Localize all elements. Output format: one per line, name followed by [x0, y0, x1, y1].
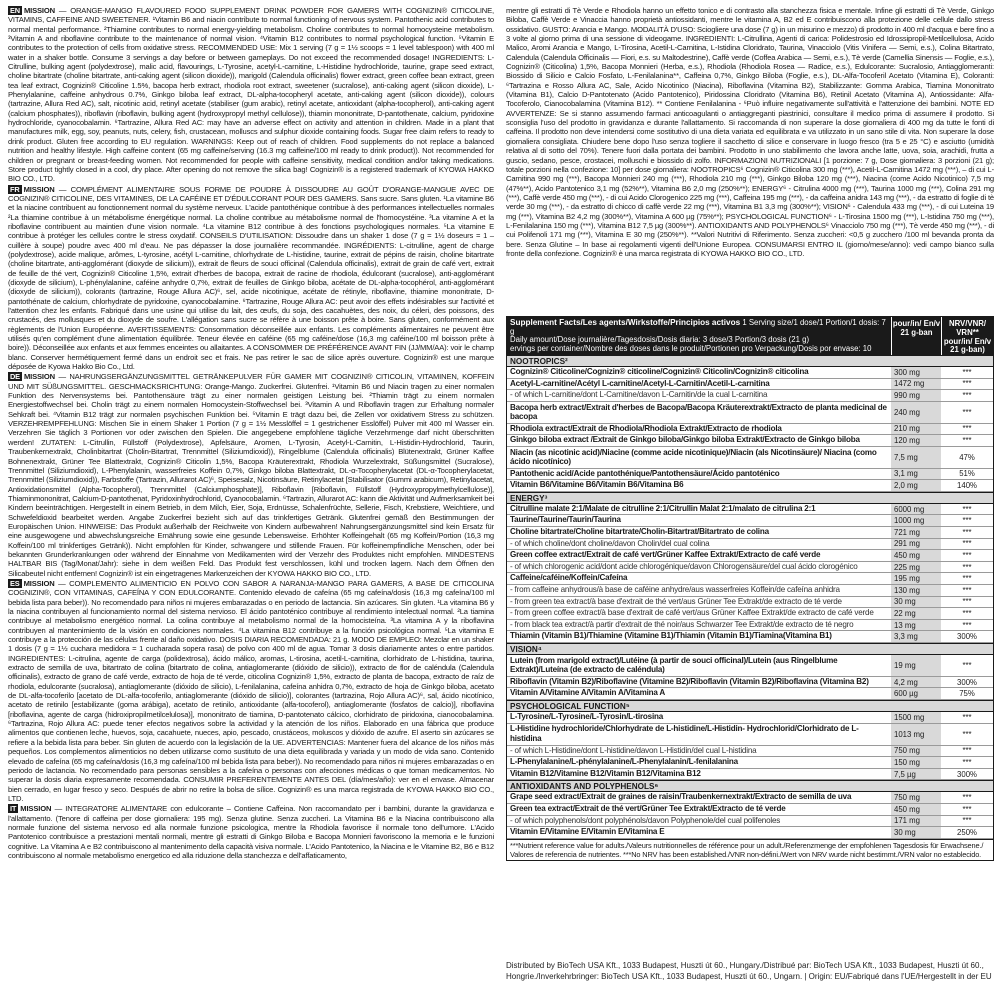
facts-row-label: - of which choline/dont choline/davon Cholin/del cual colina [510, 538, 710, 548]
lang-text: — ORANGE-MANGO FLAVOURED FOOD SUPPLEMENT DRINK POWDER FOR GAMERS WITH COGNIZIN® CITICOLINE, VITAMINS, CAFFEINE AND SWEETENER. ¹Vitamin B6 and niacin contribute to normal functioning of nervous system. Pantothenic acid contributes to normal mental performance. ²Thiamine contributes to normal energy-yielding metabolism. Choline contributes to normal homocysteine metabolism. ³Vitamin A and riboflavine contribute to the maintenance of normal vision. ⁴Vitamin B12 contributes to normal psychological function. ⁵Vitamin E contributes to the protection of cells from oxidative stress. RECOMMENDED USE: Mix 1 serving (7 g = 1½ scoops = 1 level tablespoon) with 400 ml water in a shaker bottle. Consume 3 servings a day before or between gameplays. Do not exceed the recommended dosage! INGREDIENTS: L-Citrulline, bulking agent (polydextrose), malic acid, flavourings, L-Tyrosine, acetyl-L-carnitine, L-Histidine hydrochloride, taurine, grape seed extract, choline bitartrate (choline bitartrate, anti-caking agent (silicon dioxide)), marigold (Calendula officinalis) flower extract, green coffee bean extract, green tea leaf extract, Cognizin® Citicoline 1.5%, bacopa herb extract, rhodiola root extract, sweetener (sucralose), anti-caking agent (silicon dioxide), L-Phenylalanine, caffeine anhydrous 0.7%, Ginkgo biloba leaf extract, DL-alpha-tocopheryl acetate, anti-caking agent (silicon dioxide)), colours (tartrazine, Allura Red AC), salt, nicotinic acid, retinyl acetate (stabiliser (gum arabic), retinyl acetate, antioxidant (alpha-tocopherol), anti-caking agent (calcium phosphates)), riboflavin (riboflavin, bulking agent (hydroxypropyl methyl cellulose)), thiamin mononitrate, D-pantothenate, calcium, pyridoxine hydrochloride, cyanocobalamin. ⁶Tartrazine, Allura Red AC: may have an adverse effect on activity and attention in children. Made in a plant that manufactures milk, egg, soy, peanuts, nuts, celery, fish, crustacean, molluscs and sulphur dioxide containing foods. Sugar free claim refers to ready to drink product. Gluten free according to EU regulation. WARNINGS: Keep out of reach of children. Food supplements do not replace a balanced nutrition and healthy lifestyle. High caffeine content (65 mg caffeine/serving (16.3 mg caffeine/100 ml ready to drink product)). Not recommended for children or pregnant or breast-feeding women. Not recommended for people with caffeine sensitivity, medical condition and/or taking medications. Store product tightly closed in a cool, dry place. After opening do not remove the silica bag! Cognizin® is a registered trademark of KYOWA HAKKO BIO CO., LTD. [8, 6, 494, 184]
facts-row-nrv: *** [962, 758, 972, 768]
facts-row [507, 688, 993, 700]
lang-heading: MISSION [20, 804, 52, 814]
facts-row-nrv: *** [962, 367, 972, 377]
facts-row [507, 504, 993, 516]
facts-row-label: Grape seed extract/Extrait de graines de raisin/Traubenkernextrakt/Extracto de semilla de uva [510, 792, 852, 802]
supplement-facts-table [506, 316, 994, 861]
lang-tag: FR [10, 184, 20, 194]
facts-row-amount: 600 µg [891, 688, 941, 699]
lang-heading: MISSION [23, 578, 55, 588]
facts-row [507, 367, 993, 379]
facts-row-amount: 300 mg [891, 367, 941, 378]
facts-row-nrv: *** [962, 562, 972, 572]
facts-row-amount: 171 mg [891, 816, 941, 827]
lang-tag: ES [10, 578, 20, 588]
facts-row-amount: 22 mg [891, 608, 941, 619]
facts-row-amount: 7,5 mg [891, 447, 941, 468]
facts-row [507, 827, 993, 839]
facts-row-amount: 4,2 mg [891, 677, 941, 688]
facts-row-nrv: *** [962, 504, 972, 514]
facts-row-amount: 721 mg [891, 527, 941, 538]
facts-row-label: Niacin (as nicotinic acid)/Niacine (comme acide nicotinique)/Niacin (als Nicotinsäure)/ Niacina (como ácido nicotínico) [510, 447, 877, 467]
facts-row-label: Choline bitartrate/Choline bitartrate/Cholin-Bitartrat/Bitartrato de colina [510, 526, 769, 536]
facts-row-nrv: *** [962, 608, 972, 618]
facts-row-nrv: *** [962, 407, 972, 417]
facts-row-nrv: *** [962, 435, 972, 445]
facts-row [507, 746, 993, 758]
facts-row-amount: 450 mg [891, 550, 941, 561]
facts-row-label: Taurine/Taurine/Taurin/Taurina [510, 515, 621, 525]
facts-row-label: - of which polyphenols/dont polyphénols/davon Polyphenole/del cual polifenoles [510, 815, 781, 825]
facts-row [507, 550, 993, 562]
facts-row-amount: 30 mg [891, 827, 941, 838]
facts-row-nrv: 250% [957, 828, 977, 838]
lang-heading: MISSION [23, 184, 55, 194]
facts-row-nrv: 47% [959, 452, 975, 462]
facts-row-label: - from black tea extract/à partir d'extrait de thé noir/aus Schwarzer Tee Extrakt/de extracto de té negro [510, 619, 854, 629]
facts-header [507, 317, 993, 355]
facts-col-nrv-header: NRV/VNR/ VRN** pour/in/ En/v 21 g-ban) [941, 317, 993, 355]
lang-tag: DE [10, 372, 20, 382]
facts-row-label: - of which L-Histidine/dont L-histidine/davon L-Histidin/del cual L-histidina [510, 745, 757, 755]
facts-row-amount: 7,5 µg [891, 769, 941, 780]
facts-row-amount: 2,0 mg [891, 480, 941, 491]
facts-row-amount: 210 mg [891, 424, 941, 435]
lang-block-de [8, 372, 494, 578]
facts-section-header: ANTIOXIDANTS AND POLYPHENOLS⁶ [507, 780, 993, 792]
facts-row-label: Acetyl-L-carnitine/Acétyl L-carnitine/Acetyl-L-Carnitin/Acetil-L-carnitina [510, 378, 770, 388]
facts-title-bold: Supplement Facts/Les agents/Wirkstoffe/Principios activos [510, 318, 741, 327]
facts-row [507, 769, 993, 781]
facts-row-label: Caffeine/caféine/Koffein/Cafeína [510, 573, 628, 583]
facts-row-amount: 19 mg [891, 655, 941, 676]
facts-row-label: Vitamin B6/Vitamine B6/Vitamin B6/Vitamina B6 [510, 480, 684, 490]
facts-row-amount: 13 mg [891, 620, 941, 631]
facts-row-label: Citrulline malate 2:1/Malate de citrulline 2:1/Citrullin Malat 2:1/malato de citrulina 2:1 [510, 503, 816, 513]
facts-row-amount: 750 mg [891, 746, 941, 757]
facts-row-nrv: *** [962, 712, 972, 722]
facts-row-nrv: *** [962, 793, 972, 803]
facts-row [507, 573, 993, 585]
facts-row-label: - from green tea extract/à base d'extrait de thé vert/aus Grüner Tee Extrakt/de extracto de té verde [510, 596, 842, 606]
facts-row-label: - from green coffee extract/à base d'extrait de café vert/aus Grüner Kaffee Extrakt/de extracto de café verde [510, 608, 874, 618]
facts-row [507, 379, 993, 391]
left-column [8, 6, 494, 994]
facts-row-nrv: *** [962, 597, 972, 607]
facts-row-nrv: *** [962, 729, 972, 739]
facts-row [507, 792, 993, 804]
facts-row-nrv: 140% [957, 480, 977, 490]
facts-serving-size: 1 Serving size/1 dose/1 Portion/1 dosis: 7 g [510, 318, 886, 336]
facts-row-label: Vitamin E/Vitamine E/Vitamin E/Vitamina E [510, 827, 665, 837]
facts-row-label: - of which L-carnitine/dont L-Carnitine/davon L-Carnitin/de la cual L-carnitina [510, 390, 768, 400]
facts-row-amount: 1013 mg [891, 724, 941, 745]
right-column [506, 6, 994, 994]
lang-block-it [8, 804, 494, 860]
facts-row [507, 712, 993, 724]
facts-row-label: Rhodiola extract/Extrait de Rhodiola/Rhodiola Extrakt/Extracto de rhodiola [510, 423, 782, 433]
facts-row-amount: 990 mg [891, 390, 941, 401]
facts-row-nrv: *** [962, 516, 972, 526]
facts-section-header: ENERGY³ [507, 492, 993, 504]
lang-text: — INTEGRATORE ALIMENTARE con edulcorante – Contiene Caffeina. Non raccomandato per i bambini, durante la gravidanza e l'allattamento. (Tenore di caffeina per dose giornaliera: 195 mg). Senza glutine. Senza zuccheri. La Vitamina B6 e la Niacina contribuiscono alla normale funzione del sistema nervoso ed alla normale funzione psicologica, mentre la Rhodiola favorisce il normale tono dell'umore. L'Acido Pantotenico contribuisce a prestazioni mentali normali, mentre gli estratti di Ginkgo Biloba e Bacopa Monnieri favoriscono la memoria e le funzioni cognitive. La Vitamina A e B2 contribuiscono al mantenimento della capacità visiva normale. L'Acido Pantotenico, la Niacina e le Vitamine B2, B6 e B12 contribuiscono al normale metabolismo energetico ed alla riduzione della stanchezza e dell'affaticamento, [8, 804, 494, 860]
lang-tag: IT [10, 804, 17, 814]
facts-row-label: Pantothenic acid/Acide pantothénique/Pantothensäure/Ácido pantoténico [510, 468, 780, 478]
facts-row-amount: 1000 mg [891, 515, 941, 526]
facts-row-label: Cognizin® Citicoline/Cognizin® citicoline/Cognizin® Citicolin/Cognizin® citicolina [510, 367, 809, 376]
facts-row-amount: 3,3 mg [891, 631, 941, 642]
facts-row-amount: 120 mg [891, 435, 941, 446]
facts-row-nrv: *** [962, 390, 972, 400]
facts-row-label: - from caffeine anhydrous/à base de caféine anhydre/aus wasserfreies Koffein/de cafeína anhidra [510, 584, 840, 594]
facts-row-amount: 130 mg [891, 585, 941, 596]
facts-row-label: Vitamin B12/Vitamine B12/Vitamin B12/Vitamina B12 [510, 768, 701, 778]
facts-row-amount: 225 mg [891, 562, 941, 573]
facts-row-amount: 450 mg [891, 804, 941, 815]
facts-row [507, 469, 993, 481]
facts-row-nrv: *** [962, 746, 972, 756]
facts-row [507, 424, 993, 436]
facts-row-nrv: 51% [959, 469, 975, 479]
facts-row-nrv: *** [962, 379, 972, 389]
facts-row-amount: 291 mg [891, 539, 941, 550]
lang-heading: MISSION [23, 6, 55, 15]
lang-heading: MISSION [23, 372, 55, 382]
facts-row [507, 527, 993, 539]
lang-text: — COMPLEMENTO ALIMENTICIO EN POLVO CON SABOR A NARANJA-MANGO PARA GAMERS, A BASE DE CITICOLINA COGNIZIN®, CON VITAMINAS, CAFEÍNA Y CON EDULCORANTE. Contenido elevado de cafeína (65 mg cafeína/dosis (16,3 mg cafeína/100 ml bebida lista para beber)). No recomendado para niños ni mujeres embarazadas o en periodo de lactancia. Sin azúcares. Sin gluten. ¹La vitamina B6 y la niacina contribuyen al funcionamiento normal del sistema nervioso. El ácido pantoténico contribuye al rendimiento intelectual normal. ²La tiamina contribuye al metabolismo energético normal. La colina contribuye al metabolismo normal de la homocisteína. ³La vitamina A y la riboflavina contribuyen al mantenimiento de la visión en condiciones normales. ⁴La vitamina B12 contribuye a la función psicológica normal. ⁵La vitamina E contribuye a la protección de las células frente al daño oxidativo. DOSIS DIARIA RECOMENDADA: 21 g. MODO DE EMPLEO: Mezclar en un shaker 1 dosis (7 g = 1½ cuchara medidora = 1 cucharada sopera rasa) de polvo con 400 ml de agua. Tomar 3 dosis diariamente antes o entre partidos. INGREDIENTES: L-citrulina, agente de carga (polidextrosa), ácido málico, aromas, L-tirosina, acetil-L-carnitina, clorhidrato de L-histidina, taurina, extracto de semilla de uva, bitartrato de colina (bitartrato de colina, antiaglomerante (dióxido de silicio)), extracto de flor de caléndula (Calendula officinalis), extracto de grano de café verde, extracto de hoja de té verde, citicolina Cognizin® 1,5%, extracto de planta de bacopa, extracto de raíz de rhodiola, edulcorante (sucralosa), antiaglomerante (dióxido de silicio), L-fenilalanina, cafeína anhidra 0,7%, extracto de hoja de Ginkgo biloba, acetato de DL-alfa-tocoferilo [acetato de DL-alfa-tocoferilo, antiaglomerante (dióxido de silicio)], colorantes (tartrazina, Rojo Allura AC)⁶, sal, ácido nicotínico, acetato de retinilo [estabilizante (goma arábiga), acetato de retinilo, antioxidante (alfa-tocoferol), antiaglomerante (fosfatos de calcio)], riboflavina [riboflavina, agente de carga (hidroxipropilmetilcelulosa)], mononitrato de tiamina, D-pantotenato cálcico, clorhidrato de piridoxina, cianocobalamina. ⁶Tartrazina, Rojo Allura AC: puede tener efectos negativos sobre la actividad y la atención de los niños. Elaborado en una fábrica que produce alimentos que contienen leche, huevos, soja, cacahuete, nueces, apio, pescado, crustáceos, moluscos y dióxido de azufre. El aserto sin azúcares se refiere a la bebida lista para beber. Sin gluten de acuerdo con la legislación de la UE. ADVERTENCIAS: Mantener fuera del alcance de los niños más pequeños. Los complementos alimenticios no deben utilizarse como sustituto de una dieta equilibrada y variada y un modo de vida sano. Contenido elevado de cafeína (65 mg cafeína/dosis (16,3 mg cafeína/100 ml bebida lista para beber)). No recomendado para niños ni mujeres embarazadas o en periodo de lactancia. No recomendado para personas sensibles a la cafeína o personas con afecciones médicas o que toman medicamentos. No superar la dosis diaria expresamente recomendada. CONSUMIR PREFERENTEMENTE ANTES DEL (día/mes/año): ver en el envase. Almacenar bien cerrado, en lugar fresco y seco. Después de abrir no retire la bolsa de sílice. Cognizin® es una marca registrada de KYOWA HAKKO BIO CO., LTD. [8, 578, 494, 803]
facts-row-nrv: 300% [957, 769, 977, 779]
facts-section-header: NOOTROPICS² [507, 355, 993, 367]
lang-block-en [8, 6, 494, 184]
facts-row-amount: 1500 mg [891, 712, 941, 723]
facts-row [507, 608, 993, 620]
facts-row-nrv: *** [962, 660, 972, 670]
facts-row-nrv: 300% [957, 677, 977, 687]
facts-row [507, 402, 993, 424]
facts-row-amount: 6000 mg [891, 504, 941, 515]
lang-text: — COMPLÉMENT ALIMENTAIRE SOUS FORME DE POUDRE À DISSOUDRE AU GOÛT D'ORANGE-MANGUE AVEC DE COGNIZIN® CITICOLINE, DES VITAMINES, DE LA CAFÉINE ET D'ÉDULCORANT POUR DES GAMERS. Sans sucre. Sans gluten. ¹La vitamine B6 et la niacine contribuent au fonctionnement normal du système nerveux. L'acide pantothénique contribue à des performances intellectuelles normales ²La thiamine contribue à un métabolisme énergétique normal. La choline contribue au métabolisme normal de l'homocystéine. ³La vitamine A et la riboflavine contribuent au maintien d'une vision normale. ⁴La vitamine B12 contribue à des fonctions psychologiques normales. ⁵La vitamine E contribue à protéger les cellules contre le stress oxydatif. CONSEILS D'UTILISATION: Dissoudre dans un shaker 1 dose (7 g = 1½ doseurs = 1 – cuillère à soupe) poudre avec 400 ml d'eau. Ne pas dépasser la dose journalière recommandée. INGRÉDIENTS: L-citrulline, agent de charge (polydextrose), acide malique, arômes, L-tyrosine, acétyl L-carnitine, chlorhydrate de L-histidine, taurine, extrait de pépins de raisin, choline bitartrate (choline bitartrate, anti-agglomérant (dioxyde de silicium)), extrait de fleurs de souci officinal (Calendula officinalis), extrait de grain de café vert, extrait de feuille de thé vert, Cognizin® Citicoline 1,5%, extrait d'herbes de bacopa, extrait de racine de rhodiola, édulcorant (sucralose), anti-agglomérant (dioxyde de silicium), L-phénylalanine, caféine anhydre 0,7%, extrait de feuilles de Ginkgo biloba, acétate de DL-alpha-tocophérol, anti-agglomérant (dioxyde de silicium)), colorants (tartrazine, Rouge Allura AC)⁶, sel, acide nicotinique, acétate de rétinyle, riboflavine, thiamine mononitrate, D-pantothénate de calcium, chlorhydrate de pyridoxine, cyanocobalamine. ⁶Tartrazine, Rouge Allura AC: peut avoir des effets indésirables sur l'activité et l'attention chez les enfants. Fabriqué dans une usine qui utilise du lait, des œufs, du soja, des cacahuètes, des noix, du céleri, des poissons, des crustacés, des mollusques et du dioxyde de soufre. L'allégation sans sucre se réfère à une boisson prête à boire. Sans gluten, conformément aux règlements de l'Union Européenne. AVERTISSEMENTS: Consommation déconseillée aux enfants. Les compléments alimentaires ne peuvent être utilisés qu'en complément d'une alimentation équilibrée. Teneur élevée en caféine (65 mg caféine/dose (16,3 mg caféine/100 ml boisson prête à boire)). Déconseillée aux enfants et aux femmes enceintes ou allaitantes. A CONSOMMER DE PRÉFÉRENCE AVANT FIN (JJ/MM/AA): voir le champ blanc. Conserver hermétiquement fermé dans un endroit sec et frais. Ne pas retirer le sac de silice après ouverture. Cognizin® est une marque déposée de Kyowa Hakko Bio Co., Ltd. [8, 184, 494, 372]
facts-row [507, 562, 993, 574]
facts-row [507, 816, 993, 828]
facts-row-label: Ginkgo biloba extract /Extrait de Ginkgo biloba/Ginkgo biloba Extrakt/Extracto de Ginkgo biloba [510, 435, 860, 445]
facts-col-amount-header: pour/in/ En/v 21 g-ban [891, 317, 941, 355]
facts-row-label: Riboflavin (Vitamin B2)/Riboflavine (Vitamine B2)/Riboflavin (Vitamin B2)/Riboflavina (Vitamina B2) [510, 676, 869, 686]
facts-row-label: L-Histidine hydrochloride/Chlorhydrate de L-histidine/L-Histidin- Hydrochlorid/Clorhidrato de L-histidina [510, 723, 859, 744]
facts-daily-amount: Daily amount/Dose journalière/Tagesdosis/Dosis diaria: 3 dose/3 Portion/3 dosis (21 g) [510, 335, 810, 345]
facts-footnote: ***Nutrient reference value for adults./Valeurs nutritionnelles de référence pour un adult./Referenzmenge der empfohlenen Tagesdosis für Erwachsene./ Valores de referencia de nutrientes. ***No NRV has been established./VNR non-défini./Wert von NRV wurde nicht bestimmt./VRN valor no establecido. [507, 839, 993, 860]
facts-row-nrv: 300% [957, 632, 977, 642]
facts-row-amount: 240 mg [891, 402, 941, 423]
facts-row-nrv: *** [962, 804, 972, 814]
facts-row-amount: 750 mg [891, 792, 941, 803]
facts-row [507, 724, 993, 746]
facts-row [507, 539, 993, 551]
facts-row [507, 804, 993, 816]
facts-row-nrv: *** [962, 424, 972, 434]
facts-row [507, 585, 993, 597]
facts-row-nrv: *** [962, 539, 972, 549]
lang-tag: EN [10, 6, 20, 15]
facts-row [507, 655, 993, 677]
facts-row [507, 480, 993, 492]
facts-row [507, 677, 993, 689]
distributor-info: Distributed by BioTech USA Kft., 1033 Budapest, Huszti út 60., Hungary./Distribué par: BioTech USA Kft., 1033 Budapest, Huszti út 60., Hongrie./Inverkehrbringer: BioTech USA Kft., 1033 Budapest, Huszti út 60., Ungarn. | Origin: EU/Fabriqué dans l'UE/Hergestellt in der EU [506, 961, 992, 981]
facts-row [507, 435, 993, 447]
facts-row [507, 390, 993, 402]
facts-title [507, 317, 891, 355]
lang-text: — NAHRUNGSERGÄNZUNGSMITTEL GETRÄNKEPULVER FÜR GAMER MIT COGNIZIN® CITICOLIN, VITAMINEN, KOFFEIN UND MIT SÜßUNGSMITTEL. GESCHMACKSRICHTUNG: Orange-Mango. Zuckerfrei. Glutenfrei. ¹Vitamin B6 und Niacin tragen zu einer normalen Funktion des Nervensystems bei. Pantothensäure trägt zu einer normalen geistigen Leistung bei. ²Thiamin trägt zu einem normalen Energiestoffwechsel bei. Cholin trägt zu einem normalen Homocystein-Stoffwechsel bei. ³Vitamin A und Riboflavin tragen zur Erhaltung normaler Sehkraft bei. ⁴Vitamin B12 trägt zur normalen psychischen Funktion bei. ⁵Vitamin E trägt dazu bei, die Zellen vor oxidativem Stress zu schützen. VERZEHREMPFEHLUNG: Mischen Sie in einem Shaker 1 Portion (7 g = 1½ Messlöffel = 1 gestrichener Esslöffel) Pulver mit 400 ml Wasser ein. Verzehren Sie täglich 3 Portionen vor oder zwischen den Spielen. Die angegebene empfohlene tägliche Verzehrmenge darf nicht überschritten werden! ZUTATEN: L-Citrullin, Füllstoff (Polydextrose), Apfelsäure, Aromen, L-Tyrosin, Acetyl-L-Carnitin, L-Histidin-Hydrochlorid, Taurin, Traubenkernextrakt, Cholinbitartrat (Cholin-Bitartrat, Trennmittel (Siliziumdioxid)), Ringelblume (Calendula officinalis) Blütenextrakt, Grüner Kaffee Bohnenextrakt, Grüner Tee Blattextrakt, Cognizin® Citicolin 1,5%, Bacopa Kräuterextrakt, Rhodiola Wurzelextrakt, Süßungsmittel (Sucralose), Trennmittel (Siliziumdioxid), L-Phenylalanin, wasserfreies Koffein 0,7%, Ginkgo biloba Blattextrakt, DL-α-Tocopherylacetat (DL-α-Tocopherylacetat, Trennmittel (Siliziumdioxid)), Farbstoffe (Tartrazin, Allurarot AC)⁶, Speisesalz, Nicotinsäure, Retinylacetat [Stabilisator (Gummi arabicum), Retinylacetat, Antioxidationsmittel (Alpha-Tocopherol), Trennmittel (Calciumphosphate)], Riboflavin [Riboflavin, Füllstoff (Hydroxypropylmethylcellulose)], Thiaminmononitrat, Calcium-D-pantothenat, Pyridoxinhydrochlorid, Cyanocobalamin. ⁶Tartrazin, Allurarot AC: kann die Aktivität und Aufmerksamkeit bei Kindern beeinträchtigen. Hergestellt in einem Betrieb, in dem Milch, Eier, Soja, Erdnüsse, Schalenfrüchte, Sellerie, Fisch, Krebstiere, Weichtiere, und Schwefeldioxid bearbeitet werden. Angabe Zuckerfrei bezieht sich auf das trinkfertiges Getränk. Glutenfrei gemäß den Bestimmungen der Europäischen Union. HINWEISE: Das Produkt außerhalb der Reichweite von Kindern aufbewahren! Nahrungsergänzungsmittel sind kein Ersatz für eine ausgewogene und abwechslungsreiche Ernährung sowie eine gesunde Lebensweise. Erhöhter Koffeingehalt (65 mg Koffein/Portion (16,3 mg Koffein/100 ml trinkfertiges Getränk)). Nicht empfohlen für Kinder, schwangere und stillende Frauen. Für koffeinempfindliche Menschen, oder bei bekannten Grunderkrankungen oder während der Einnahme von Medikamenten wird der Verzehr des Produktes nicht empfohlen. MINDESTENS HALTBAR BIS (Tag/Monat/Jahr): siehe in dem weißen Feld. Das Produkt fest verschlossen, kühl und trocken lagern. Nach dem Öffnen den Silicabeutel nicht entfernen! Cognizin® ist ein eingetragenes Markenzeichen der KYOWA HAKKO BIO CO., LTD. [8, 372, 494, 578]
facts-row [507, 597, 993, 609]
facts-row-label: Bacopa herb extract/Extrait d'herbes de Bacopa/Bacopa Kräuterextrakt/Extracto de planta medicinal de bacopa [510, 402, 887, 422]
facts-row-nrv: *** [962, 585, 972, 595]
facts-row-amount: 150 mg [891, 757, 941, 768]
facts-row-amount: 3,1 mg [891, 469, 941, 480]
facts-row-nrv: *** [962, 816, 972, 826]
facts-row-label: Lutein (from marigold extract)/Lutéine (à partir de souci officinal)/Lutein (aus Ringelblume Extrakt)/Luteína (de extracto de caléndula) [510, 655, 838, 675]
facts-row-label: L-Phenylalanine/L-phénylalanine/L-Phenylalanin/L-fenilalanina [510, 757, 738, 767]
facts-row [507, 447, 993, 469]
facts-row-label: Green tea extract/Extrait de thé vert/Grüner Tee Extrakt/Extracto de té verde [510, 804, 786, 814]
facts-row-nrv: *** [962, 620, 972, 630]
facts-row-label: Green coffee extract/Extrait de café vert/Grüner Kaffee Extrakt/Extracto de café verde [510, 550, 821, 560]
facts-row-nrv: 75% [959, 689, 975, 699]
facts-row [507, 757, 993, 769]
facts-body [507, 355, 993, 839]
facts-row-label: L-Tyrosine/L-Tyrosine/L-Tyrosin/L-tirosina [510, 711, 664, 721]
facts-row [507, 515, 993, 527]
facts-row-amount: 1472 mg [891, 379, 941, 390]
lang-block-es [8, 579, 494, 803]
facts-row-amount: 30 mg [891, 597, 941, 608]
facts-row-label: - of which chlorogenic acid/dont acide chlorogénique/davon Chlorogensäure/del cual ácido clorogénico [510, 561, 858, 571]
facts-row-nrv: *** [962, 527, 972, 537]
facts-row-nrv: *** [962, 574, 972, 584]
italian-continuation-text: mentre gli estratti di Tè Verde e Rhodiola hanno un effetto tonico e di contrasto alla stanchezza fisica e mentale. Infine gli estratti di Tè Verde, Ginkgo Biloba, Caffè Verde e Vinaccia hanno proprietà antiossidanti, mentre le vitamina A, B2 ed E contribuiscono alla protezione delle cellule dallo stress ossidativo. GUSTO: Arancia e Mango. MODALITÀ D'USO: Sciogliere una dose (7 g) in un misurino e mezzo) di prodotto in 400 ml d'acqua e bere fino a 3 volte al giorno prima di una sessione di videogame. INGREDIENTI: L-Citrullina, Agenti di carica: Polidestrosio ed Idrossipropil-Metilcellulosa, Acido Malico, Aromi Arancia e Mango, L-Tirosina, Acetil-L-Carnitina, L-Istidina Cloridrato, Taurina, Vinacciolo (Vitis Vinifera — Semi, e.s.), Colina Bitartrato, Calendula (Calendula Officinalis — Fiori, e.s. su Maltodestrine), Caffè verde (Coffea Arabica — Semi, e.s.), Tè verde (Camellia Sinensis — Foglie, e.s.), Cognizin® (Citicolina) 1,5%, Bacopa Monnieri (Herba, e.s.), Rhodiola (Rhodiola Rosea — Radice, e.s.), Edulcorante: Sucralosio, Antiagglomeranti: Biossido di Silicio e Calcio Fosfato, L-Fenilalanina**, Caffeina 0,7%, Ginkgo Biloba (Foglie, e.s.), DL-Alfa-Tocoferil Acetato (Vitamina E), Coloranti: ⁶Tartrazina e Rosso Allura AC, Sale, Acido Nicotinico (Niacina), Riboflavina (Vitamina B2), Stabilizzante: Gomma Arabica, Tiamina Mononitrato (Vitamina B1), Calcio D-Pantotenato (Acido Pantotenico), Piridossina Cloridrato (Vitamina B6), Retinil Acetato (Vitamina A), Antiossidante: Alfa-Tocoferolo, Cianocobalamina (Vitamina B12). ** Contiene Fenilalanina - ⁶Può influire negativamente sull'attività e l'attenzione dei bambini. NOTE ED AVVERTENZE: Se si stanno assumendo farmaci anticoagulanti o antiaggreganti piastrinici, consultare il medico prima di assumere il prodotto. Si sconsiglia l'uso del prodotto in gravidanza e durante l'allattamento. Si raccomanda di non superare la dose giornaliera di 400 mg da tutte le fonti di caffeina. Il prodotto non deve intendersi come sostitutivo di una dieta variata ed equilibrata e va utilizzato in un sano stile di vita. Non superare la dose giornaliera consigliata. Chiudere bene dopo l'uso senza togliere il sacchetto di silice e conservare in luogo fresco (tra 5 e 25 °C) e asciutto (umidità relativa al di sotto del 70%). Tenere fuori dalla portata dei bambini. Prodotto in uno stabilimento che lavora anche latte, uova, soia, arachidi, frutta a guscio, sedano, pesce, crostacei, molluschi e biossido di zolfo. INFORMAZIONI NUTRIZIONALI [1 porzione: 7 g, Dose giornaliera: 3 porzioni (21 g); totale porzioni nella confezione: 10] per dose giornaliera: NOOTROPICS⁶ Cognizin® Citicolina 300 mg (***), Acetil-L-Carnitina 1472 mg (***), – di cui L-Carnitina 990 mg (***), Bacopa Monnieri 240 mg (***), Rhodiola 210 mg (***), Ginkgo Biloba 120 mg (***), Niacina (come Acido Nicotinico) 7,5 mg (47%**), Acido Pantotenico 3,1 mg (52%**), Vitamina B6 2,0 mg (250%**); ENERGY⁶ - Citrulina 4000 mg (***), Taurina 1000 mg (***), Colina 291 mg (***), Caffè verde 450 mg (***), - di cui Acido Clorogenico 225 mg (***), Caffeina 195 mg (***), - da caffeina anidra 143 mg (***), - da estratto di foglie di tè verde 30 mg (***), - da estratto di chicco di caffè verde 22 mg (***), Vitamina B1 3,3 mg (300%**); VISION⁶ - Calendula 433 mg (***), - di cui Luteina 19 mg (***), Vitamina B2 4,2 mg (300%**), Vitamina A 600 µg (75%**); PSYCHOLOGICAL FUNCTION⁶ - L-Tirosina 1500 mg (***), L-Istidina 750 mg (***), L-Fenilalanina 150 mg (***), Vitamina B12 7,5 µg (300%**). ANTIOXIDANTS AND POLYPHENOLS⁶ Vinacciolo 750 mg (***), Tè verde 450 mg (***), - di cui Polifenoli 171 mg (***), Vitamina E 30 mg (250%**). **Valori Nutritivi di Riferimento. Senza zuccheri: <0,5 g zucchero /100 ml bevanda pronta da bere. Senza Glutine – In base ai regolamenti vigenti dell'Unione Europea. CONSUMARSI ENTRO IL (giorno/mese/anno): vedi campo bianco sulla fronte della confezione. Cognizin® è una marca registrata di KYOWA HAKKO BIO CO., LTD. [506, 6, 994, 258]
facts-row-nrv: *** [962, 550, 972, 560]
facts-row-amount: 195 mg [891, 573, 941, 584]
facts-row [507, 631, 993, 643]
lang-block-fr [8, 185, 494, 372]
facts-row-label: Vitamin A/Vitamine A/Vitamin A/Vitamina A [510, 688, 666, 698]
facts-servings-per-container: ervings per container/Nombre des doses dans le produit/Portionen pro Verpackung/Dosis por envase: 10 [510, 344, 872, 354]
facts-section-header: PSYCHOLOGICAL FUNCTION⁵ [507, 700, 993, 712]
facts-section-header: VISION⁴ [507, 643, 993, 655]
facts-row-label: Thiamin (Vitamin B1)/Thiamine (Vitamine B1)/Thiamin (Vitamin B1)/Tiamina(Vitamina B1) [510, 631, 832, 641]
facts-row [507, 620, 993, 632]
